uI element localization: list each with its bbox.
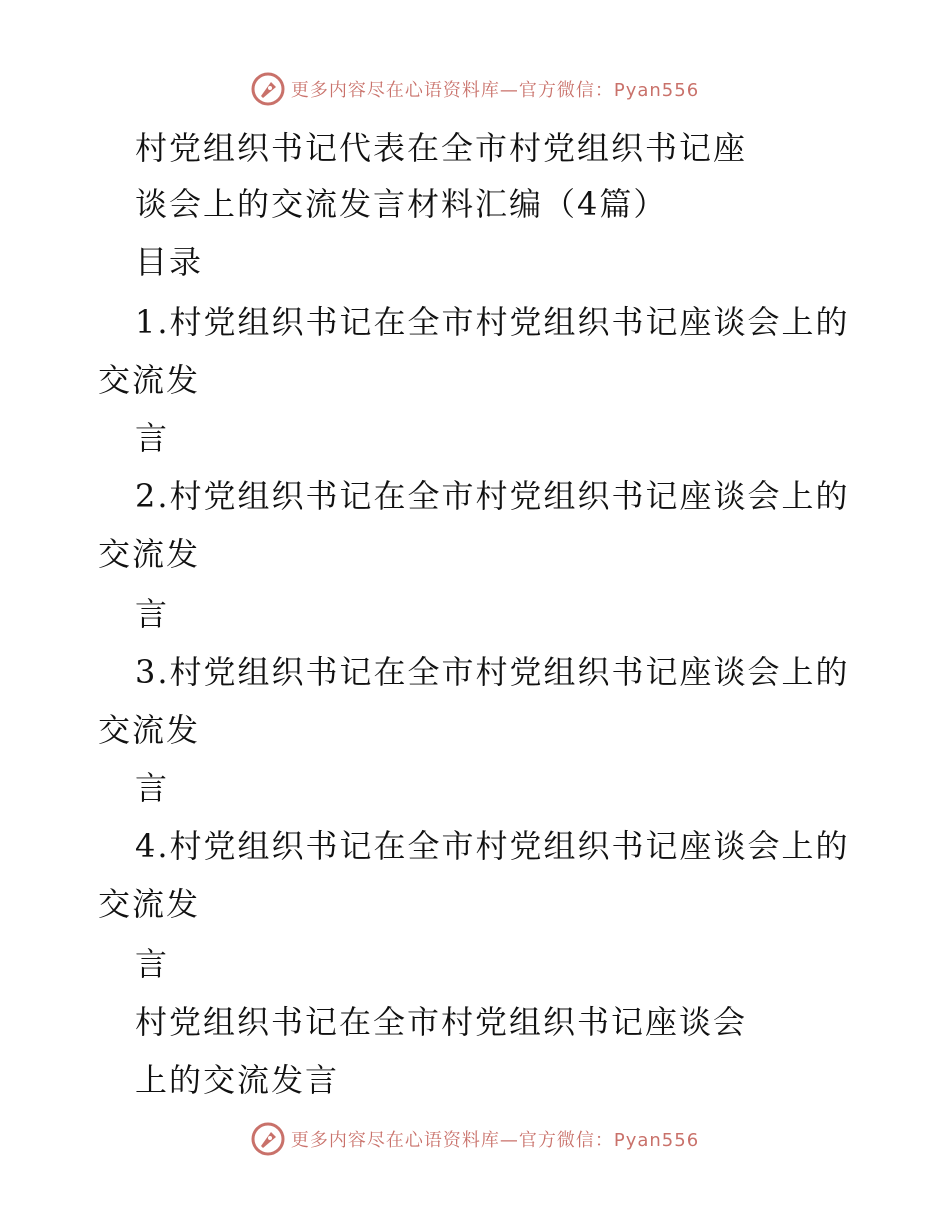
- section-title-line-2: 上的交流发言: [135, 1061, 340, 1099]
- toc-item-3-line-3: 言: [135, 769, 170, 807]
- toc-item-2-line-1: 2.村党组织书记在全市村党组织书记座谈会上的: [135, 477, 850, 515]
- toc-item-4-line-3: 言: [135, 945, 170, 983]
- watermark-text: 更多内容尽在心语资料库—官方微信：Pyan556: [290, 80, 700, 101]
- toc-item-3-line-2: 交流发: [98, 711, 201, 749]
- pen-nib-icon: [251, 72, 285, 106]
- toc-item-1-line-1: 1.村党组织书记在全市村党组织书记座谈会上的: [135, 303, 850, 341]
- section-title-line-1: 村党组织书记在全市村党组织书记座谈会: [135, 1003, 748, 1041]
- header-watermark: [0, 72, 950, 106]
- watermark-text: 更多内容尽在心语资料库—官方微信：Pyan556: [290, 1130, 700, 1151]
- toc-item-2-line-2: 交流发: [98, 535, 201, 573]
- toc-item-4-line-2: 交流发: [98, 885, 201, 923]
- pen-nib-icon: [251, 1122, 285, 1156]
- toc-item-1-line-3: 言: [135, 419, 170, 457]
- toc-item-4-line-1: 4.村党组织书记在全市村党组织书记座谈会上的: [135, 827, 850, 865]
- footer-watermark: [0, 1122, 950, 1156]
- toc-heading: 目录: [135, 243, 204, 281]
- toc-item-2-line-3: 言: [135, 595, 170, 633]
- document-title-line-1: 村党组织书记代表在全市村党组织书记座: [135, 129, 748, 167]
- document-title-line-2: 谈会上的交流发言材料汇编（4篇）: [135, 185, 668, 223]
- toc-item-1-line-2: 交流发: [98, 361, 201, 399]
- toc-item-3-line-1: 3.村党组织书记在全市村党组织书记座谈会上的: [135, 653, 850, 691]
